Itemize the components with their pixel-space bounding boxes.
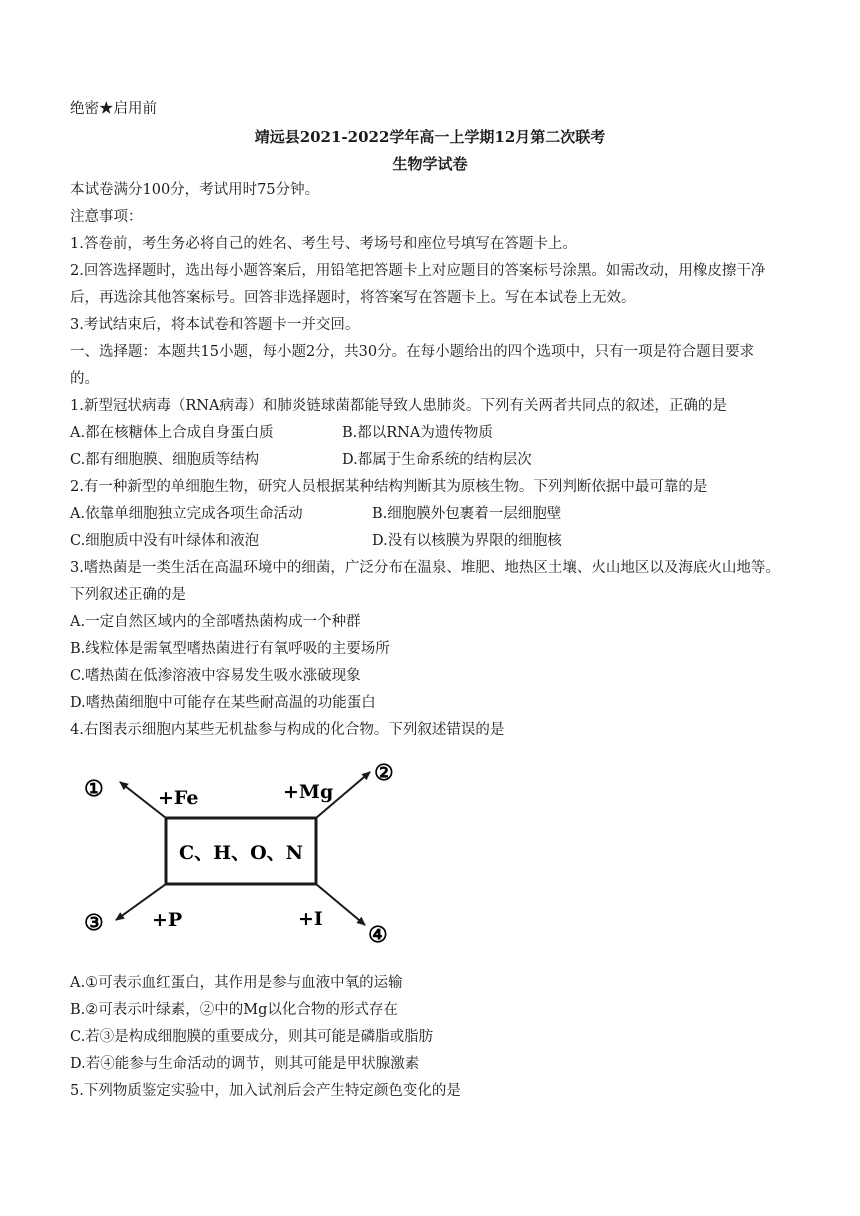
exam-title: 靖远县2021-2022学年高一上学期12月第二次联考	[254, 128, 606, 146]
note-3: 3.考试结束后，将本试卷和答题卡一并交回。	[70, 317, 360, 333]
q2-option-d: D.没有以核膜为界限的细胞核	[372, 533, 562, 549]
elements-box-label: C、H、O、N	[179, 842, 303, 864]
q4-option-b: B.②可表示叶绿素，②中的Mg以化合物的形式存在	[70, 1002, 398, 1018]
q3-stem-cont: 下列叙述正确的是	[70, 587, 186, 603]
section-1-heading-cont: 的。	[70, 371, 99, 387]
q2-option-c: C.细胞质中没有叶绿体和液泡	[70, 533, 260, 549]
q4-stem: 4.右图表示细胞内某些无机盐参与构成的化合物。下列叙述错误的是	[70, 722, 505, 738]
q2-option-b: B.细胞膜外包裹着一层细胞壁	[372, 506, 562, 522]
notes-heading: 注意事项：	[70, 209, 143, 225]
label-fe: +Fe	[158, 787, 199, 809]
exam-subject: 生物学试卷	[392, 155, 468, 173]
q1-option-a: A.都在核糖体上合成自身蛋白质	[70, 425, 274, 441]
inorganic-salt-diagram	[80, 760, 410, 950]
note-2-line-1: 2.回答选择题时，选出每小题答案后，用铅笔把答题卡上对应题目的答案标号涂黑。如需改动，用橡皮擦干净	[70, 263, 766, 279]
q4-option-a: A.①可表示血红蛋白，其作用是参与血液中氧的运输	[70, 975, 403, 991]
marker-3: ③	[84, 910, 104, 936]
note-1: 1.答卷前，考生务必将自己的姓名、考生号、考场号和座位号填写在答题卡上。	[70, 236, 577, 252]
marker-1: ①	[84, 776, 104, 802]
arrow-i	[316, 884, 365, 925]
label-mg: +Mg	[283, 781, 334, 803]
q2-stem: 2.有一种新型的单细胞生物，研究人员根据某种结构判断其为原核生物。下列判断依据中最可靠的是	[70, 479, 708, 495]
q5-stem: 5.下列物质鉴定实验中，加入试剂后会产生特定颜色变化的是	[70, 1083, 461, 1099]
score-time-info: 本试卷满分100分，考试用时75分钟。	[70, 182, 320, 198]
label-i: +I	[298, 908, 323, 930]
q4-option-d: D.若④能参与生命活动的调节，则其可能是甲状腺激素	[70, 1056, 420, 1072]
q3-option-a: A.一定自然区域内的全部嗜热菌构成一个种群	[70, 614, 361, 630]
section-1-heading: 一、选择题：本题共15小题，每小题2分，共30分。在每小题给出的四个选项中，只有一项是符合题目要求	[70, 344, 755, 360]
marker-2: ②	[374, 760, 394, 786]
label-p: +P	[152, 909, 183, 931]
secret-label: 绝密★启用前	[70, 101, 157, 117]
q3-stem: 3.嗜热菌是一类生活在高温环境中的细菌，广泛分布在温泉、堆肥、地热区土壤、火山地区以及海底火山地等。	[70, 560, 780, 576]
q1-stem: 1.新型冠状病毒（RNA病毒）和肺炎链球菌都能导致人患肺炎。下列有关两者共同点的叙述，正确的是	[70, 398, 727, 414]
q4-option-c: C.若③是构成细胞膜的重要成分，则其可能是磷脂或脂肪	[70, 1029, 434, 1045]
marker-4: ④	[368, 922, 388, 948]
note-2-line-2: 后，再选涂其他答案标号。回答非选择题时，将答案写在答题卡上。写在本试卷上无效。	[70, 290, 636, 306]
q3-option-b: B.线粒体是需氧型嗜热菌进行有氧呼吸的主要场所	[70, 641, 390, 657]
q1-option-c: C.都有细胞膜、细胞质等结构	[70, 452, 260, 468]
q1-option-d: D.都属于生命系统的结构层次	[342, 452, 532, 468]
q1-option-b: B.都以RNA为遗传物质	[342, 425, 493, 441]
q2-option-a: A.依靠单细胞独立完成各项生命活动	[70, 506, 303, 522]
q3-option-d: D.嗜热菌细胞中可能存在某些耐高温的功能蛋白	[70, 695, 376, 711]
q3-option-c: C.嗜热菌在低渗溶液中容易发生吸水涨破现象	[70, 668, 361, 684]
